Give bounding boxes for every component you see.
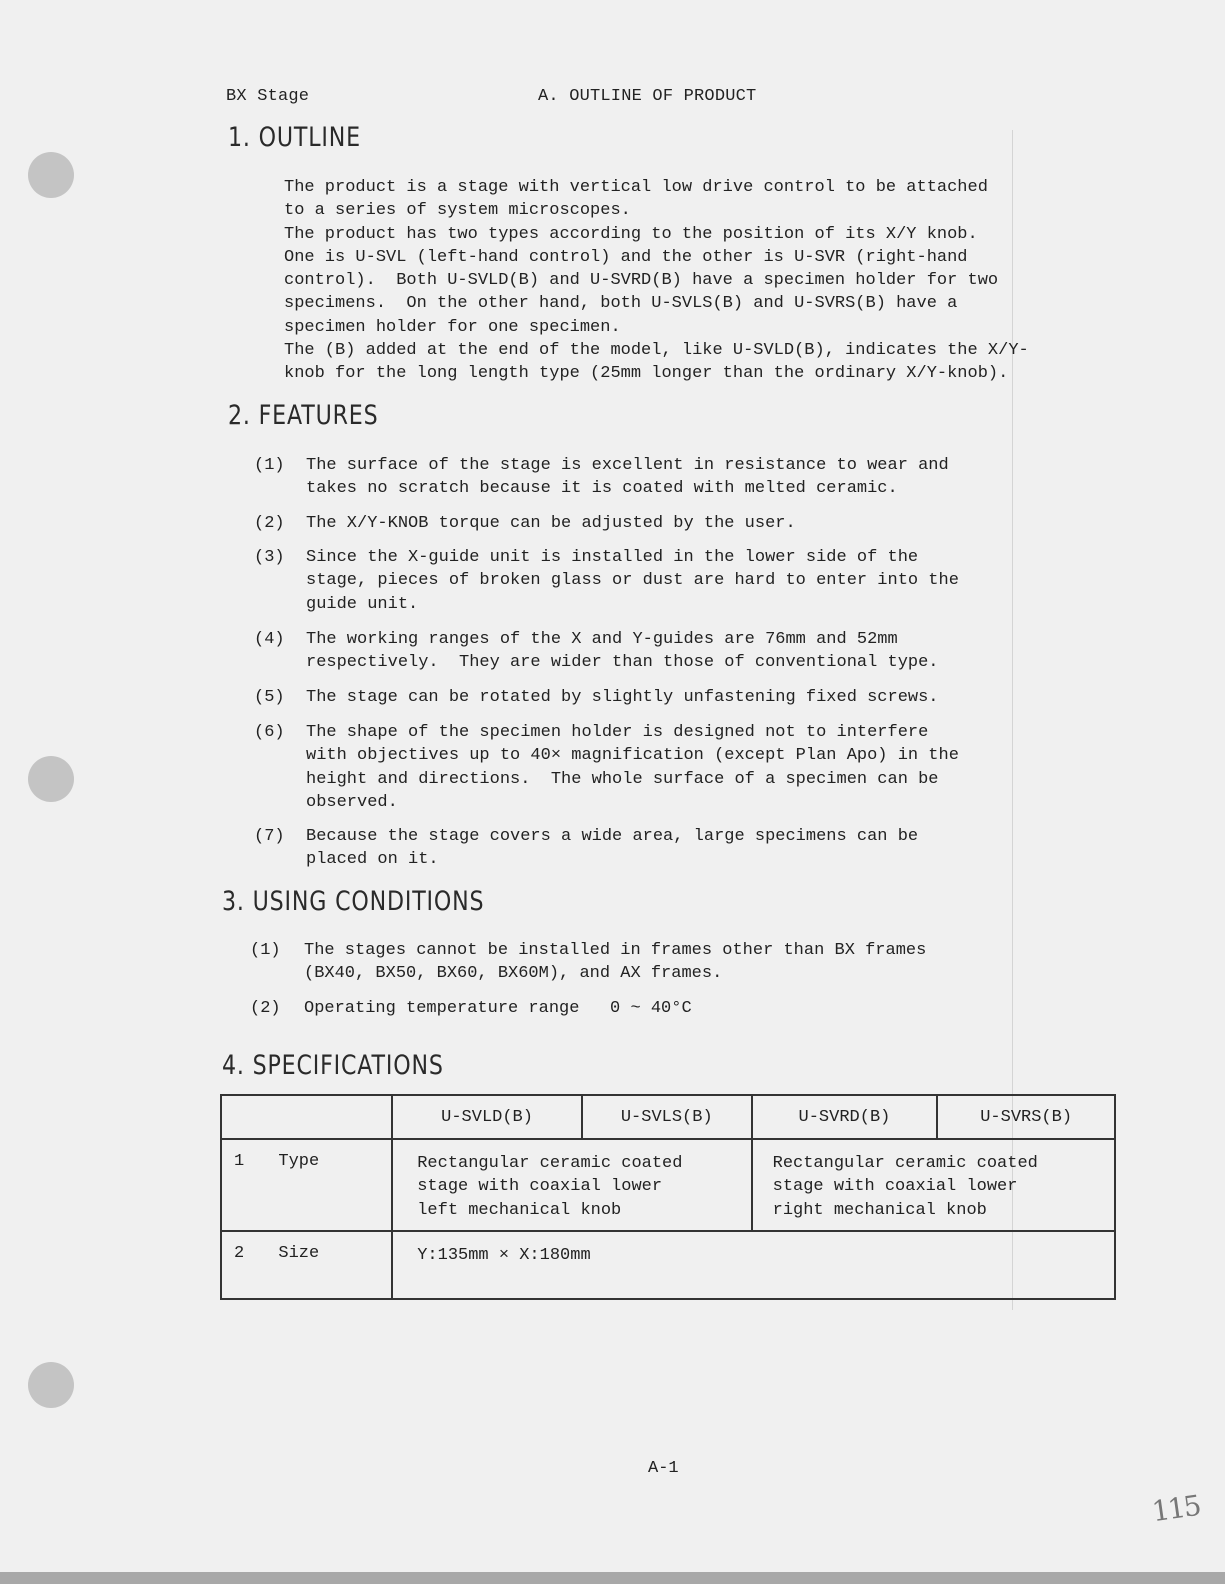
section-title-outline: 1. OUTLINE [228,122,361,153]
item-text: Operating temperature range 0 ~ 40°C [304,999,692,1018]
list-item [254,721,959,814]
row-label-cell [221,1139,392,1231]
item-text: The shape of the specimen holder is designed not to interfere with objectives up to 40× magnification (except Plan Apo) in the height and directions. The whole surface of a specimen can be observed. [306,723,959,812]
type-right-value: Rectangular ceramic coated stage with coaxial lower right mechanical knob [772,1154,1038,1220]
item-text: The X/Y-KNOB torque can be adjusted by the user. [306,514,796,533]
item-text: The working ranges of the X and Y-guides are 76mm and 52mm respectively. They are wider than those of conventional type. [306,630,939,673]
item-number: (4) [254,630,285,649]
item-text: The surface of the stage is excellent in resistance to wear and takes no scratch because it is coated with melted ceramic. [306,456,949,499]
outline-line: to a series of system microscopes. [284,201,631,220]
column-header: U-SVLD(B) [392,1095,582,1139]
outline-line: One is U-SVL (left-hand control) and the other is U-SVR (right-hand [284,248,968,267]
list-item [254,546,959,639]
row-number: 1 [234,1152,245,1171]
punch-hole-bottom [28,1362,74,1408]
type-right-cell [752,1139,1115,1231]
outline-line: The product has two types according to the position of its X/Y knob. [284,225,978,244]
item-number: (1) [250,941,281,960]
column-header [221,1095,392,1139]
item-number: (2) [254,514,285,533]
type-left-value: Rectangular ceramic coated stage with coaxial lower left mechanical knob [417,1154,683,1220]
column-header: U-SVRS(B) [937,1095,1115,1139]
outline-line: The product is a stage with vertical low drive control to be attached [284,178,988,197]
section-title-specifications: 4. SPECIFICATIONS [222,1050,444,1081]
outline-line: The (B) added at the end of the model, like U-SVLD(B), indicates the X/Y- [284,341,1029,360]
item-text: The stage can be rotated by slightly unfastening fixed screws. [306,688,939,707]
header-right: A. OUTLINE OF PRODUCT [538,87,757,106]
punch-hole-top [28,152,74,198]
item-number: (5) [254,688,285,707]
section-title-features: 2. FEATURES [228,400,379,431]
column-header: U-SVRD(B) [752,1095,938,1139]
row-label: Type [278,1152,320,1171]
row-label: Size [278,1244,320,1263]
item-text: The stages cannot be installed in frames other than BX frames (BX40, BX50, BX60, BX60M), and AX frames. [304,941,927,984]
item-number: (7) [254,827,285,846]
table-row [221,1231,1115,1299]
column-header: U-SVLS(B) [582,1095,752,1139]
page-bottom-edge [0,1572,1225,1584]
row-label-cell [221,1231,392,1299]
row-number: 2 [234,1244,245,1263]
header-left: BX Stage [226,87,310,106]
table-header-row [221,1095,1115,1139]
size-cell [392,1231,1115,1299]
specifications-table [220,1094,1116,1300]
table-row [221,1139,1115,1231]
size-value: Y:135mm × X:180mm [417,1246,591,1265]
outline-line: specimens. On the other hand, both U-SVLS(B) and U-SVRS(B) have a [284,294,958,313]
item-number: (2) [250,999,281,1018]
outline-line: specimen holder for one specimen. [284,318,621,337]
item-number: (6) [254,723,285,742]
item-number: (1) [254,456,285,475]
page-number: A-1 [648,1459,679,1478]
punch-hole-middle [28,756,74,802]
item-number: (3) [254,548,285,567]
handwritten-mark: 115 [1149,1488,1202,1529]
item-text: Since the X-guide unit is installed in the lower side of the stage, pieces of broken glass or dust are hard to enter into the guide unit. [306,548,959,614]
outline-line: knob for the long length type (25mm longer than the ordinary X/Y-knob). [284,364,1009,383]
outline-line: control). Both U-SVLD(B) and U-SVRD(B) have a specimen holder for two [284,271,999,290]
section-title-using-conditions: 3. USING CONDITIONS [222,886,485,917]
item-text: Because the stage covers a wide area, large specimens can be placed on it. [306,827,919,870]
type-left-cell [392,1139,751,1231]
